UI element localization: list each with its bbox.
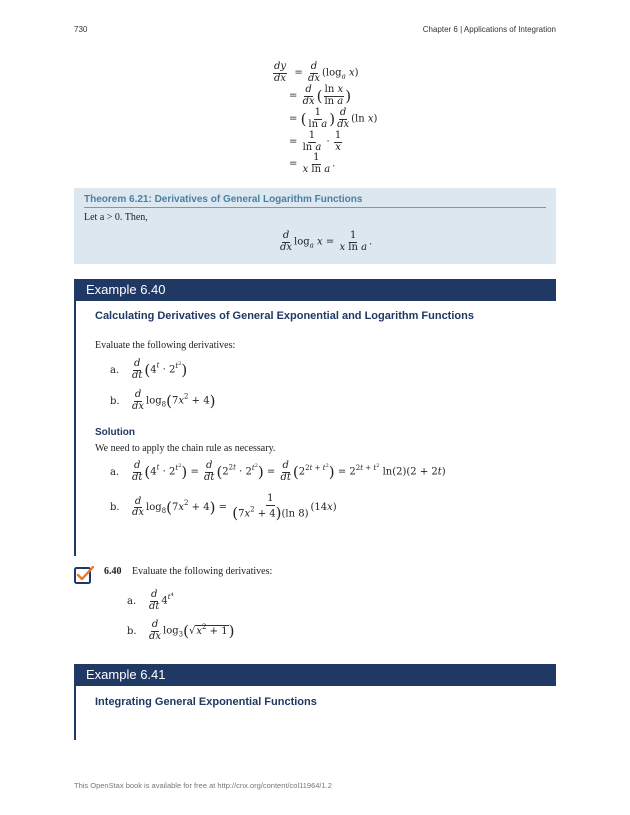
item-b-label: b. xyxy=(110,395,120,407)
example-641-header xyxy=(74,664,556,686)
chapter-title: Chapter 6 | Applications of Integration xyxy=(422,25,556,34)
example-640-label: Example 6.40 xyxy=(86,282,166,297)
solution-heading: Solution xyxy=(95,427,135,438)
theorem-title: Theorem 6.21: Derivatives of General Logarithm Functions xyxy=(84,194,363,205)
theorem-box xyxy=(74,188,556,264)
exercise-number: 6.40 xyxy=(104,566,122,577)
theorem-divider xyxy=(84,207,546,208)
page-number: 730 xyxy=(74,25,88,34)
solution-a: a. $\frac{d}{dt}$ $(4^t \cdot 2^{t^2})$ = $\frac{d}{dt}$ $(2^{2t} \cdot 2^{t^2})$ = $\frac{d}{dt}$ $(2^{2t + t^2}) = 2^{2t + t^2}$ ln(2)(2 + 2t) xyxy=(110,460,446,483)
exercise-a-label: a. xyxy=(127,595,137,607)
example-640-item-b: b. $\frac{d}{dx}$ $\log_8(7x^2 + 4)$ xyxy=(110,389,216,412)
checkpoint-icon xyxy=(74,565,96,590)
example-640-prompt: Evaluate the following derivatives: xyxy=(95,340,236,351)
exercise-item-a: a. $\frac{d}{dt}$ $4^{t^4}$ xyxy=(127,589,174,612)
example-641-sidebar xyxy=(74,686,76,740)
example-640-item-a: a. $\frac{d}{dt}$ $(4^t \cdot 2^{t^2})$ xyxy=(110,358,188,381)
example-641-label: Example 6.41 xyxy=(86,667,166,682)
example-640-title: Calculating Derivatives of General Exponential and Logarithm Functions xyxy=(95,310,474,322)
theorem-formula: $\frac{d}{dx}$ $\log_a x$ = $\frac{1}{\text{x ln a}}$ . xyxy=(280,230,373,253)
solution-intro: We need to apply the chain rule as necessary. xyxy=(95,443,276,454)
exercise-prompt: Evaluate the following derivatives: xyxy=(132,566,273,577)
exercise-b-label: b. xyxy=(127,625,137,637)
footer-attribution: This OpenStax book is available for free at http://cnx.org/content/col11964/1.2 xyxy=(74,781,332,790)
solution-a-label: a. xyxy=(110,466,120,478)
example-640-sidebar xyxy=(74,301,76,556)
item-a-label: a. xyxy=(110,364,120,376)
example-640-header xyxy=(74,279,556,301)
theorem-intro: Let a > 0. Then, xyxy=(84,212,148,223)
solution-b-label: b. xyxy=(110,502,120,514)
exercise-item-b: b. $\frac{d}{dx}$ $\log_3(√x^2 + 1)$ xyxy=(127,619,235,642)
example-641-title: Integrating General Exponential Functions xyxy=(95,696,317,708)
solution-b: b. $\frac{d}{dx}$ $\log_8(7x^2 + 4)$ = $\frac{1}{(7x^2 + 4)(\ln 8)}$ (14x) xyxy=(110,493,337,522)
